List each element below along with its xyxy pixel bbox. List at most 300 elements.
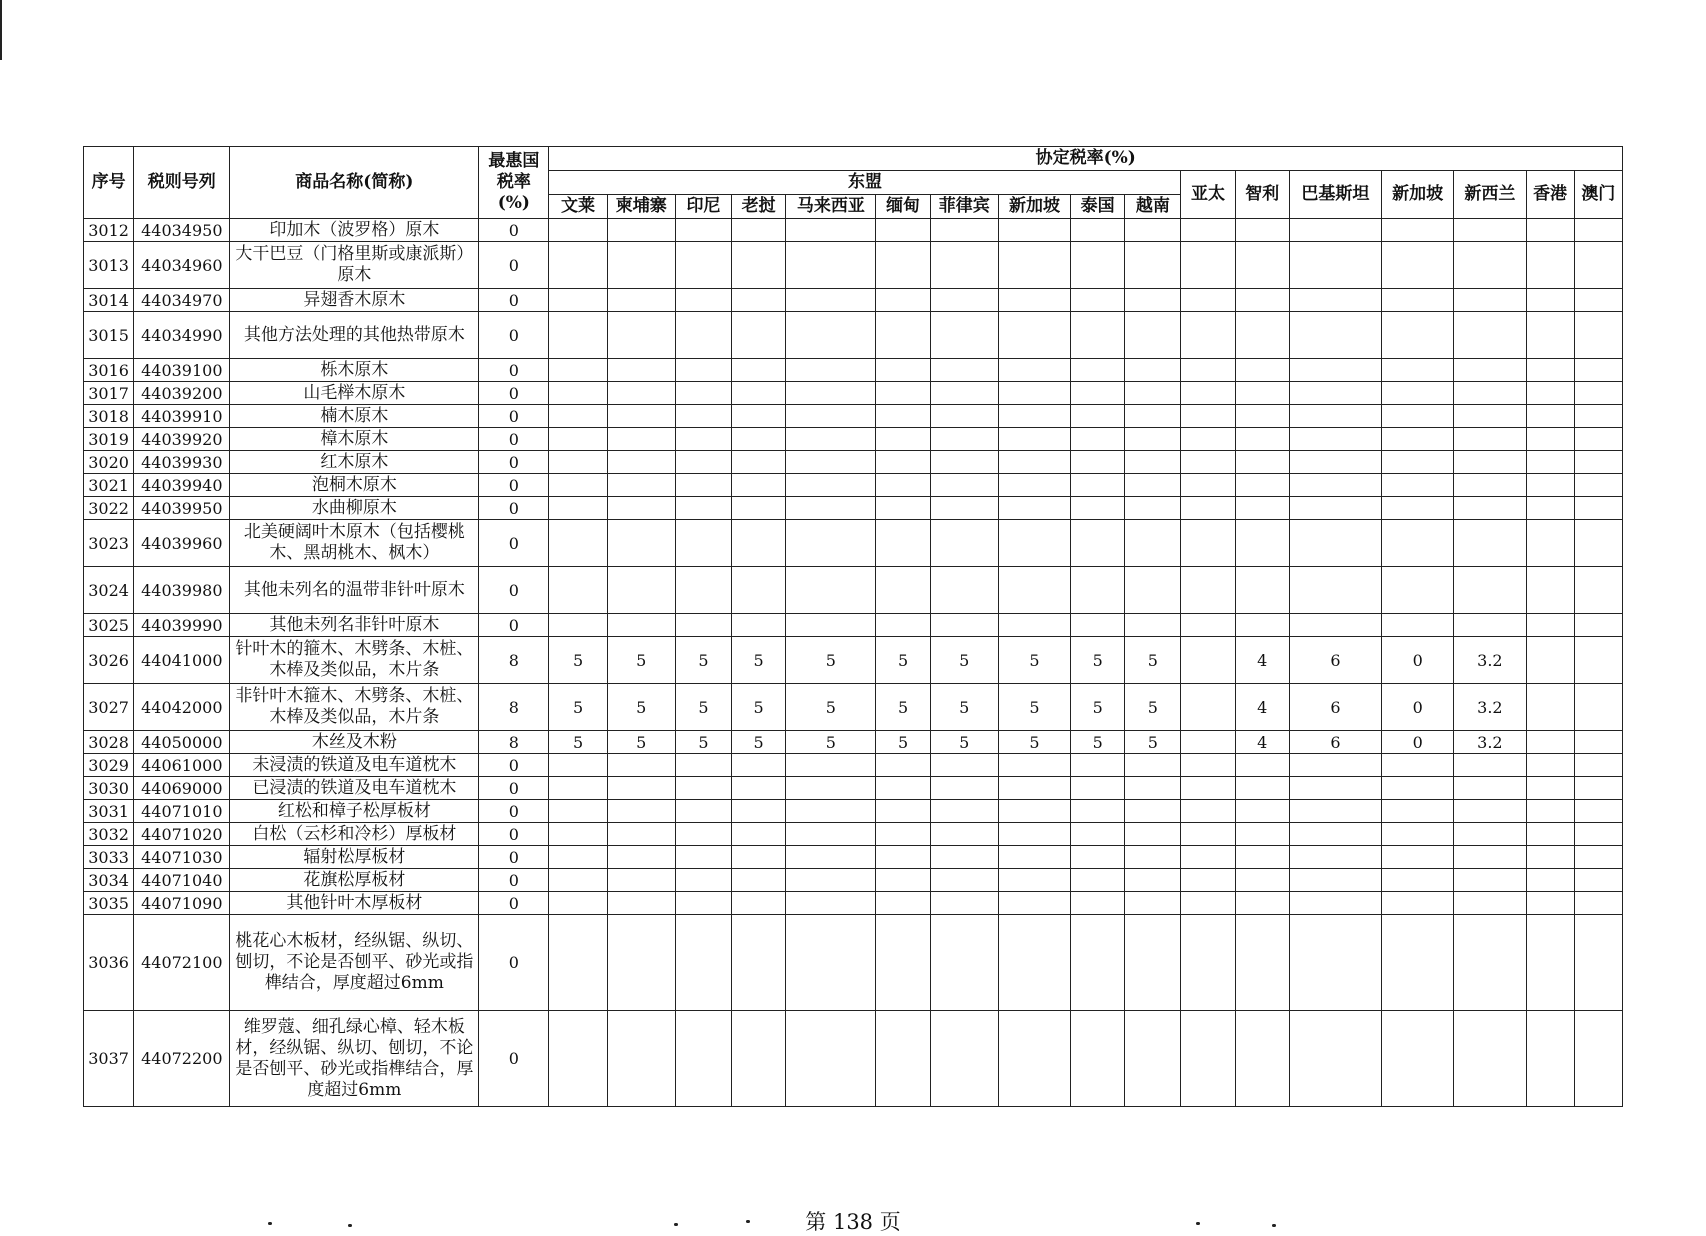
row-rate: [930, 869, 998, 892]
row-rate: [1454, 497, 1526, 520]
row-mfn: 0: [479, 915, 549, 1011]
row-rate: 5: [786, 684, 876, 731]
row-seq: 3014: [84, 289, 134, 312]
row-rate: [1181, 846, 1235, 869]
row-rate: [607, 451, 675, 474]
row-rate: [1574, 846, 1622, 869]
header-asean-member: 缅甸: [876, 195, 930, 219]
table-row: [84, 892, 1623, 915]
row-rate: [1071, 777, 1125, 800]
row-name: 木丝及木粉: [230, 731, 479, 754]
row-seq: 3013: [84, 242, 134, 289]
row-rate: [549, 312, 607, 359]
row-rate: [1289, 567, 1381, 614]
row-rate: 5: [930, 684, 998, 731]
row-rate: [675, 614, 731, 637]
row-rate: [1382, 382, 1454, 405]
row-rate: [876, 800, 930, 823]
row-rate: [876, 219, 930, 242]
row-seq: 3030: [84, 777, 134, 800]
row-code: 44071010: [134, 800, 230, 823]
table-row: [84, 520, 1623, 567]
row-rate: [998, 359, 1070, 382]
row-mfn: 0: [479, 497, 549, 520]
row-rate: [1181, 684, 1235, 731]
row-rate: [1289, 1011, 1381, 1107]
row-rate: [1574, 892, 1622, 915]
row-rate: [1526, 219, 1574, 242]
row-seq: 3031: [84, 800, 134, 823]
row-rate: 3.2: [1454, 637, 1526, 684]
row-seq: 3022: [84, 497, 134, 520]
row-rate: [1574, 567, 1622, 614]
row-mfn: 0: [479, 474, 549, 497]
row-rate: 5: [998, 731, 1070, 754]
row-rate: [786, 846, 876, 869]
row-rate: [1454, 289, 1526, 312]
row-rate: [1071, 520, 1125, 567]
row-rate: [930, 567, 998, 614]
row-rate: [1235, 1011, 1289, 1107]
row-rate: [1181, 405, 1235, 428]
row-rate: [732, 892, 786, 915]
row-rate: [930, 242, 998, 289]
row-rate: 5: [549, 637, 607, 684]
row-seq: 3036: [84, 915, 134, 1011]
row-rate: [1574, 637, 1622, 684]
row-rate: [1125, 567, 1181, 614]
row-rate: [607, 754, 675, 777]
row-rate: [1289, 800, 1381, 823]
header-mfn-line3: (%): [497, 193, 530, 213]
row-rate: [732, 800, 786, 823]
row-rate: [1125, 474, 1181, 497]
header-other: 新加坡: [1382, 171, 1454, 219]
row-rate: [930, 915, 998, 1011]
row-rate: [549, 497, 607, 520]
header-other: 新西兰: [1454, 171, 1526, 219]
row-rate: [549, 800, 607, 823]
row-name: 红松和樟子松厚板材: [230, 800, 479, 823]
row-rate: [607, 242, 675, 289]
row-mfn: 0: [479, 382, 549, 405]
row-rate: [786, 359, 876, 382]
row-mfn: 0: [479, 219, 549, 242]
row-rate: 5: [675, 731, 731, 754]
page-number: 第 138 页: [805, 1210, 901, 1234]
header-asean-member: 马来西亚: [786, 195, 876, 219]
row-rate: [607, 823, 675, 846]
row-rate: [1125, 915, 1181, 1011]
row-rate: [1526, 684, 1574, 731]
row-rate: [876, 428, 930, 451]
row-rate: [549, 428, 607, 451]
row-mfn: 0: [479, 242, 549, 289]
row-seq: 3032: [84, 823, 134, 846]
row-rate: [1181, 754, 1235, 777]
row-rate: [732, 614, 786, 637]
row-rate: [1071, 405, 1125, 428]
row-rate: [1181, 800, 1235, 823]
row-rate: [1235, 823, 1289, 846]
table-row: [84, 289, 1623, 312]
row-rate: [1574, 614, 1622, 637]
row-code: 44071030: [134, 846, 230, 869]
row-rate: 5: [675, 637, 731, 684]
row-rate: [930, 497, 998, 520]
row-rate: [1071, 382, 1125, 405]
row-rate: [786, 567, 876, 614]
row-rate: [732, 405, 786, 428]
row-name: 红木原木: [230, 451, 479, 474]
row-rate: [1181, 242, 1235, 289]
row-rate: [1235, 242, 1289, 289]
row-rate: [1125, 614, 1181, 637]
row-name: 山毛榉木原木: [230, 382, 479, 405]
row-rate: [1125, 428, 1181, 451]
row-name: 针叶木的箍木、木劈条、木桩、木棒及类似品，木片条: [230, 637, 479, 684]
row-rate: [732, 428, 786, 451]
row-rate: [1454, 219, 1526, 242]
row-rate: [607, 846, 675, 869]
row-rate: [1454, 869, 1526, 892]
row-mfn: 0: [479, 823, 549, 846]
row-rate: [1235, 219, 1289, 242]
row-rate: [1181, 637, 1235, 684]
row-rate: [998, 777, 1070, 800]
row-rate: [1526, 567, 1574, 614]
row-rate: [1071, 754, 1125, 777]
row-rate: [732, 1011, 786, 1107]
row-seq: 3020: [84, 451, 134, 474]
row-code: 44039940: [134, 474, 230, 497]
row-rate: [1382, 892, 1454, 915]
row-rate: 6: [1289, 684, 1381, 731]
row-rate: [732, 869, 786, 892]
row-rate: [786, 289, 876, 312]
row-rate: [1289, 869, 1381, 892]
row-code: 44071020: [134, 823, 230, 846]
row-rate: 5: [607, 731, 675, 754]
row-rate: [1454, 242, 1526, 289]
row-rate: [1125, 405, 1181, 428]
row-rate: [876, 405, 930, 428]
row-rate: [1574, 289, 1622, 312]
row-name: 未浸渍的铁道及电车道枕木: [230, 754, 479, 777]
row-rate: [1071, 289, 1125, 312]
row-rate: [930, 428, 998, 451]
row-rate: [549, 567, 607, 614]
row-rate: [786, 497, 876, 520]
row-rate: [1181, 474, 1235, 497]
row-rate: [786, 892, 876, 915]
row-rate: [1125, 869, 1181, 892]
row-rate: [1574, 242, 1622, 289]
row-rate: [930, 892, 998, 915]
row-rate: [1289, 474, 1381, 497]
row-rate: [930, 289, 998, 312]
row-code: 44039920: [134, 428, 230, 451]
row-rate: [1289, 520, 1381, 567]
row-rate: [1574, 731, 1622, 754]
row-code: 44034960: [134, 242, 230, 289]
row-rate: [1526, 312, 1574, 359]
table-row: [84, 428, 1623, 451]
row-rate: [998, 915, 1070, 1011]
header-other: 亚太: [1181, 171, 1235, 219]
row-rate: [1289, 777, 1381, 800]
row-rate: [1289, 242, 1381, 289]
row-rate: [930, 382, 998, 405]
row-rate: 5: [732, 731, 786, 754]
row-seq: 3035: [84, 892, 134, 915]
row-seq: 3021: [84, 474, 134, 497]
row-rate: [998, 520, 1070, 567]
row-rate: [930, 777, 998, 800]
row-rate: [1181, 520, 1235, 567]
row-rate: [1382, 520, 1454, 567]
row-rate: [549, 614, 607, 637]
row-rate: 5: [786, 637, 876, 684]
row-name: 其他未列名非针叶原木: [230, 614, 479, 637]
row-rate: [1574, 869, 1622, 892]
row-rate: [1289, 754, 1381, 777]
row-rate: [998, 312, 1070, 359]
row-rate: [786, 405, 876, 428]
row-rate: 5: [607, 684, 675, 731]
row-rate: [607, 474, 675, 497]
row-rate: [607, 312, 675, 359]
row-name: 楠木原木: [230, 405, 479, 428]
row-code: 44072100: [134, 915, 230, 1011]
row-code: 44039930: [134, 451, 230, 474]
row-rate: [675, 520, 731, 567]
row-rate: [1382, 451, 1454, 474]
row-rate: [1454, 777, 1526, 800]
row-rate: [1235, 869, 1289, 892]
row-rate: [675, 1011, 731, 1107]
row-rate: [1181, 497, 1235, 520]
row-rate: [549, 869, 607, 892]
row-rate: [1526, 242, 1574, 289]
row-rate: [786, 520, 876, 567]
row-code: 44034990: [134, 312, 230, 359]
row-rate: [607, 614, 675, 637]
row-rate: [786, 382, 876, 405]
row-rate: [1071, 800, 1125, 823]
row-code: 44039950: [134, 497, 230, 520]
row-rate: [1382, 289, 1454, 312]
row-rate: [1235, 915, 1289, 1011]
row-rate: [1574, 405, 1622, 428]
row-mfn: 0: [479, 289, 549, 312]
row-rate: [1125, 823, 1181, 846]
row-rate: [1125, 520, 1181, 567]
row-rate: [607, 892, 675, 915]
row-rate: [675, 289, 731, 312]
row-rate: [1526, 915, 1574, 1011]
row-rate: [1454, 1011, 1526, 1107]
header-agreement: 协定税率(%): [549, 147, 1623, 171]
row-rate: [1526, 869, 1574, 892]
row-rate: [675, 915, 731, 1011]
row-seq: 3024: [84, 567, 134, 614]
row-rate: [607, 520, 675, 567]
row-rate: [998, 614, 1070, 637]
row-seq: 3028: [84, 731, 134, 754]
row-rate: [1289, 451, 1381, 474]
row-rate: [732, 289, 786, 312]
row-rate: [1526, 474, 1574, 497]
row-seq: 3018: [84, 405, 134, 428]
row-rate: [1574, 382, 1622, 405]
row-rate: [1235, 497, 1289, 520]
row-rate: 6: [1289, 637, 1381, 684]
row-rate: [732, 823, 786, 846]
table-row: [84, 869, 1623, 892]
row-rate: [1289, 428, 1381, 451]
header-other: 智利: [1235, 171, 1289, 219]
row-rate: [1454, 567, 1526, 614]
row-rate: [1125, 754, 1181, 777]
row-rate: [1382, 219, 1454, 242]
row-rate: [1526, 428, 1574, 451]
table-row: [84, 684, 1623, 731]
row-name: 其他针叶木厚板材: [230, 892, 479, 915]
row-rate: 5: [1071, 637, 1125, 684]
row-rate: [930, 520, 998, 567]
row-rate: [1574, 800, 1622, 823]
row-rate: [732, 474, 786, 497]
row-rate: 5: [607, 637, 675, 684]
row-rate: [1071, 892, 1125, 915]
row-rate: [732, 359, 786, 382]
row-name: 印加木（波罗格）原木: [230, 219, 479, 242]
row-rate: [1454, 846, 1526, 869]
row-rate: [930, 474, 998, 497]
row-rate: [1382, 497, 1454, 520]
row-mfn: 8: [479, 684, 549, 731]
row-rate: [1574, 754, 1622, 777]
row-rate: [876, 520, 930, 567]
row-rate: [549, 451, 607, 474]
row-rate: [786, 312, 876, 359]
row-rate: [930, 451, 998, 474]
row-rate: [1235, 289, 1289, 312]
row-rate: [732, 242, 786, 289]
row-rate: [1382, 312, 1454, 359]
row-mfn: 0: [479, 614, 549, 637]
row-rate: [1071, 428, 1125, 451]
row-rate: [1235, 892, 1289, 915]
row-code: 44039100: [134, 359, 230, 382]
row-rate: [1181, 869, 1235, 892]
row-rate: [998, 219, 1070, 242]
table-row: [84, 915, 1623, 1011]
row-rate: [732, 567, 786, 614]
row-mfn: 0: [479, 777, 549, 800]
header-mfn: [479, 147, 549, 219]
row-rate: [1125, 242, 1181, 289]
row-code: 44061000: [134, 754, 230, 777]
table-row: [84, 382, 1623, 405]
header-asean-member: 泰国: [1071, 195, 1125, 219]
row-rate: [607, 382, 675, 405]
row-rate: [1382, 567, 1454, 614]
row-rate: [1125, 451, 1181, 474]
row-rate: [732, 754, 786, 777]
row-rate: [1526, 520, 1574, 567]
row-seq: 3034: [84, 869, 134, 892]
row-mfn: 0: [479, 451, 549, 474]
row-rate: [998, 823, 1070, 846]
row-rate: [607, 219, 675, 242]
row-name: 已浸渍的铁道及电车道枕木: [230, 777, 479, 800]
row-code: 44050000: [134, 731, 230, 754]
row-rate: [1125, 312, 1181, 359]
row-rate: 5: [876, 637, 930, 684]
row-rate: [1125, 1011, 1181, 1107]
row-rate: [786, 869, 876, 892]
row-rate: 4: [1235, 684, 1289, 731]
table-row: [84, 637, 1623, 684]
row-rate: 5: [732, 684, 786, 731]
row-seq: 3015: [84, 312, 134, 359]
row-rate: 5: [1071, 684, 1125, 731]
table-row: [84, 497, 1623, 520]
row-rate: 3.2: [1454, 731, 1526, 754]
row-mfn: 0: [479, 846, 549, 869]
row-rate: [675, 892, 731, 915]
row-rate: [1526, 637, 1574, 684]
row-code: 44039910: [134, 405, 230, 428]
row-rate: [1181, 1011, 1235, 1107]
row-rate: [998, 289, 1070, 312]
row-rate: [1071, 567, 1125, 614]
row-rate: [1125, 219, 1181, 242]
row-rate: [675, 382, 731, 405]
row-rate: [675, 754, 731, 777]
row-rate: [732, 219, 786, 242]
row-rate: [1181, 892, 1235, 915]
row-rate: [549, 405, 607, 428]
row-code: 44071090: [134, 892, 230, 915]
row-rate: [1125, 846, 1181, 869]
row-rate: 0: [1382, 684, 1454, 731]
row-rate: 0: [1382, 731, 1454, 754]
row-rate: [1181, 382, 1235, 405]
row-rate: [1235, 777, 1289, 800]
row-seq: 3037: [84, 1011, 134, 1107]
row-rate: [876, 451, 930, 474]
row-rate: [1526, 754, 1574, 777]
row-rate: [607, 359, 675, 382]
row-rate: [998, 754, 1070, 777]
row-rate: [1235, 614, 1289, 637]
row-rate: [607, 1011, 675, 1107]
row-code: 44072200: [134, 1011, 230, 1107]
row-rate: [607, 428, 675, 451]
row-seq: 3012: [84, 219, 134, 242]
header-mfn-line1: 最惠国: [488, 151, 540, 171]
row-rate: 5: [1125, 684, 1181, 731]
row-rate: [549, 382, 607, 405]
row-name: 其他方法处理的其他热带原木: [230, 312, 479, 359]
row-rate: [1125, 289, 1181, 312]
table-row: [84, 846, 1623, 869]
row-rate: [607, 800, 675, 823]
row-mfn: 0: [479, 405, 549, 428]
